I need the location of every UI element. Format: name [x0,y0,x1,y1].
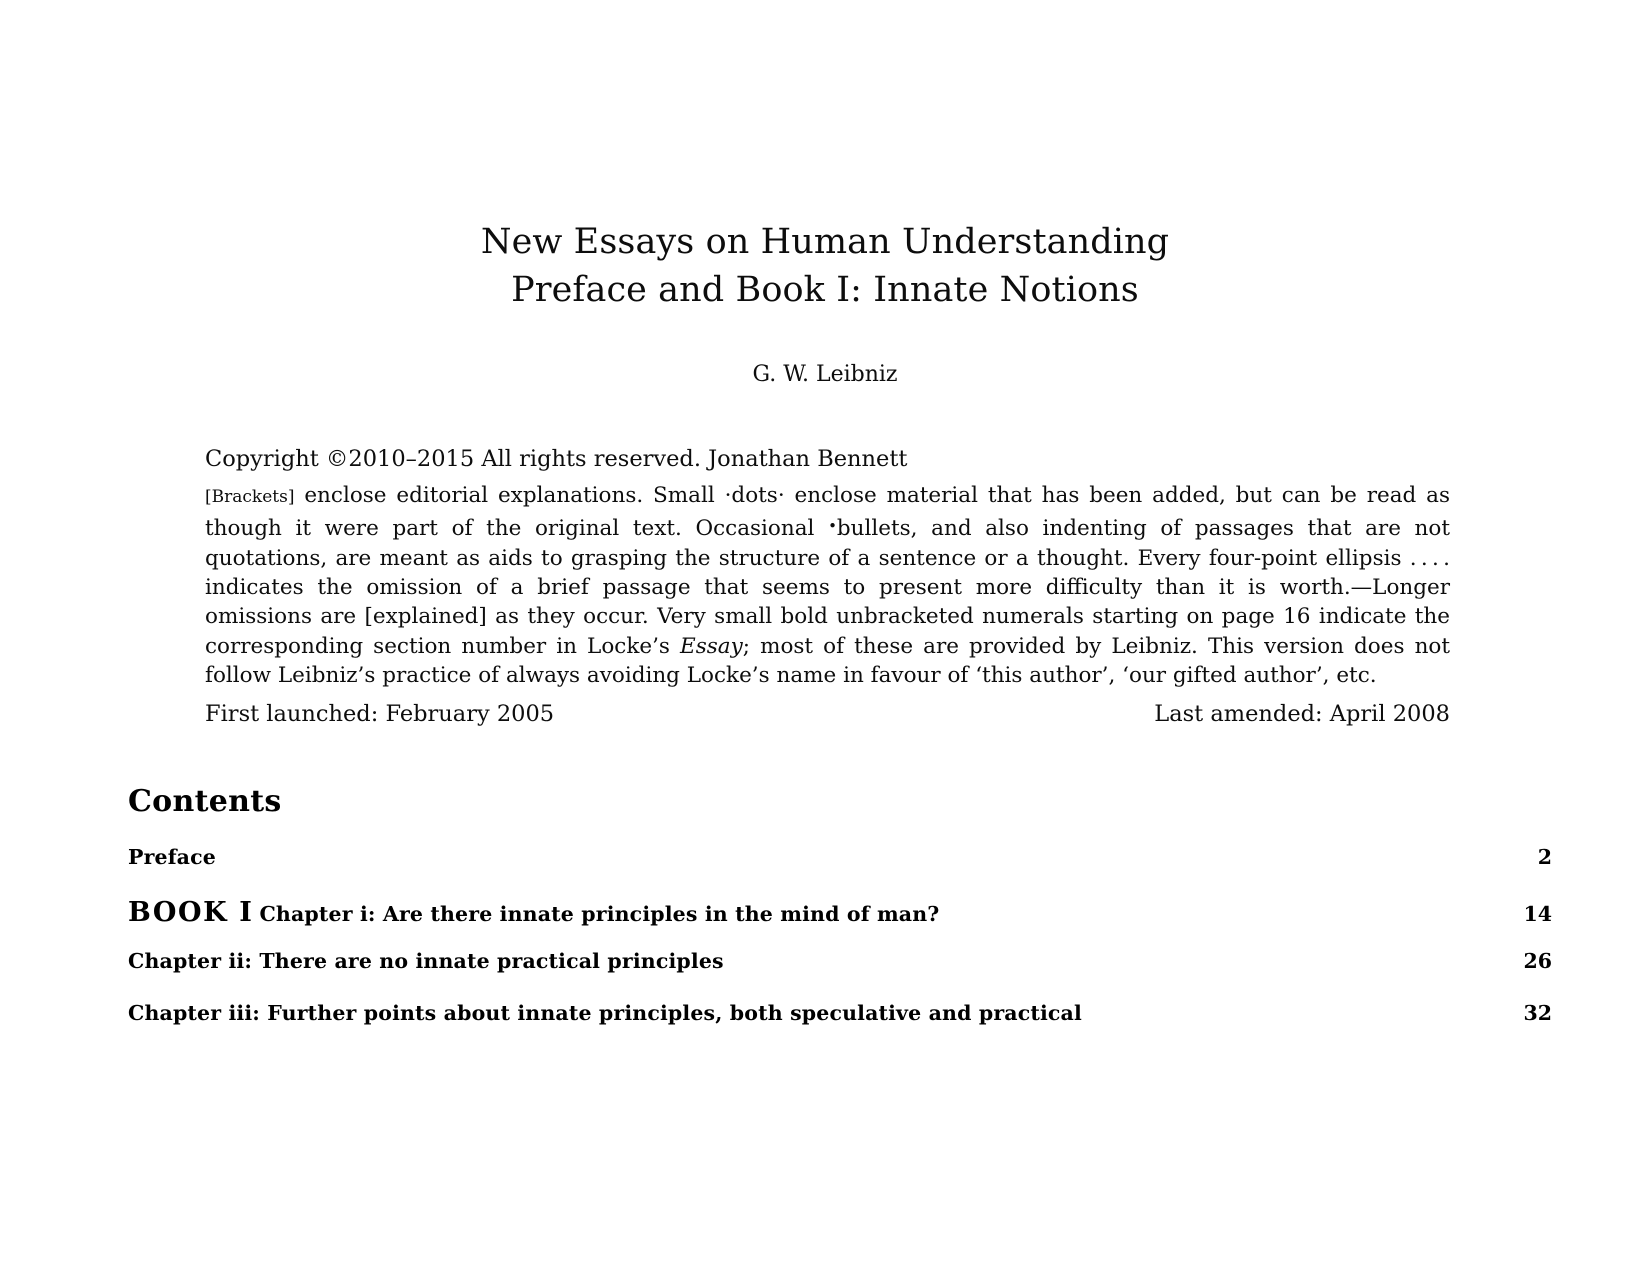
author-name: G. W. Leibniz [752,362,898,387]
toc-chapter-title: Chapter i: Are there innate principles in the mind of man? [259,902,940,926]
toc-entry-page: 14 [1523,902,1552,926]
blurb-text-part-1: enclose editorial explanations. Small ·dots· enclose material that has been added, but can be read as though it were part of the original text. Occasional [205,483,1450,542]
essay-title-italic: Essay [680,633,743,659]
toc-entry-label [128,897,939,928]
first-launched-label: First launched: February 2005 [205,701,555,728]
title-line-2: Preface and Book I: Innate Notions [511,270,1139,310]
toc-entry-page: 32 [1523,1001,1552,1025]
toc-entry-preface[interactable] [128,845,1552,897]
toc-entry-label: Chapter ii: There are no innate practical principles [128,949,724,973]
blurb-text-part-3: ; most of these are provided by Leibniz. This version does not follow Leibniz’s practice of always avoiding Locke’s name in favour of ‘this author’, ‘our gifted author’, etc. [205,633,1450,688]
table-of-contents [128,845,1552,1053]
brackets-term: [Brackets] [205,487,295,507]
blurb-text-part-2: bullets, and also indenting of passages that are not quotations, are meant as aids to grasping the structure of a sentence or a thought. Every four-point ellipsis . . . . indicates the omission of a brief passage that seems to present more difficulty than it is worth.—Longer omissions are [explained] as they occur. Very small bold unbracketed numerals starting on page 16 indicate the corresponding section number in Locke’s [205,516,1450,659]
copyright-line: Copyright ©2010–2015 All rights reserved. Jonathan Bennett [205,446,908,472]
launch-dates-row [205,699,1450,729]
toc-entry-page: 2 [1537,845,1552,869]
toc-book-tag: BOOK I [128,897,254,928]
toc-entry-label: Preface [128,845,216,869]
toc-entry-chapter-i[interactable] [128,897,1552,949]
toc-entry-page: 26 [1523,949,1552,973]
bullet-glyph: • [828,517,837,536]
last-amended-label: Last amended: April 2008 [1154,701,1450,728]
toc-entry-chapter-iii[interactable] [128,1001,1552,1053]
frontmatter-block [205,444,1450,729]
toc-entry-chapter-ii[interactable] [128,949,1552,1001]
document-title [0,218,1650,314]
editorial-conventions-paragraph [205,481,1450,690]
contents-heading: Contents [128,784,282,819]
title-line-1: New Essays on Human Understanding [480,222,1170,262]
toc-entry-label: Chapter iii: Further points about innate principles, both speculative and practical [128,1001,1082,1025]
